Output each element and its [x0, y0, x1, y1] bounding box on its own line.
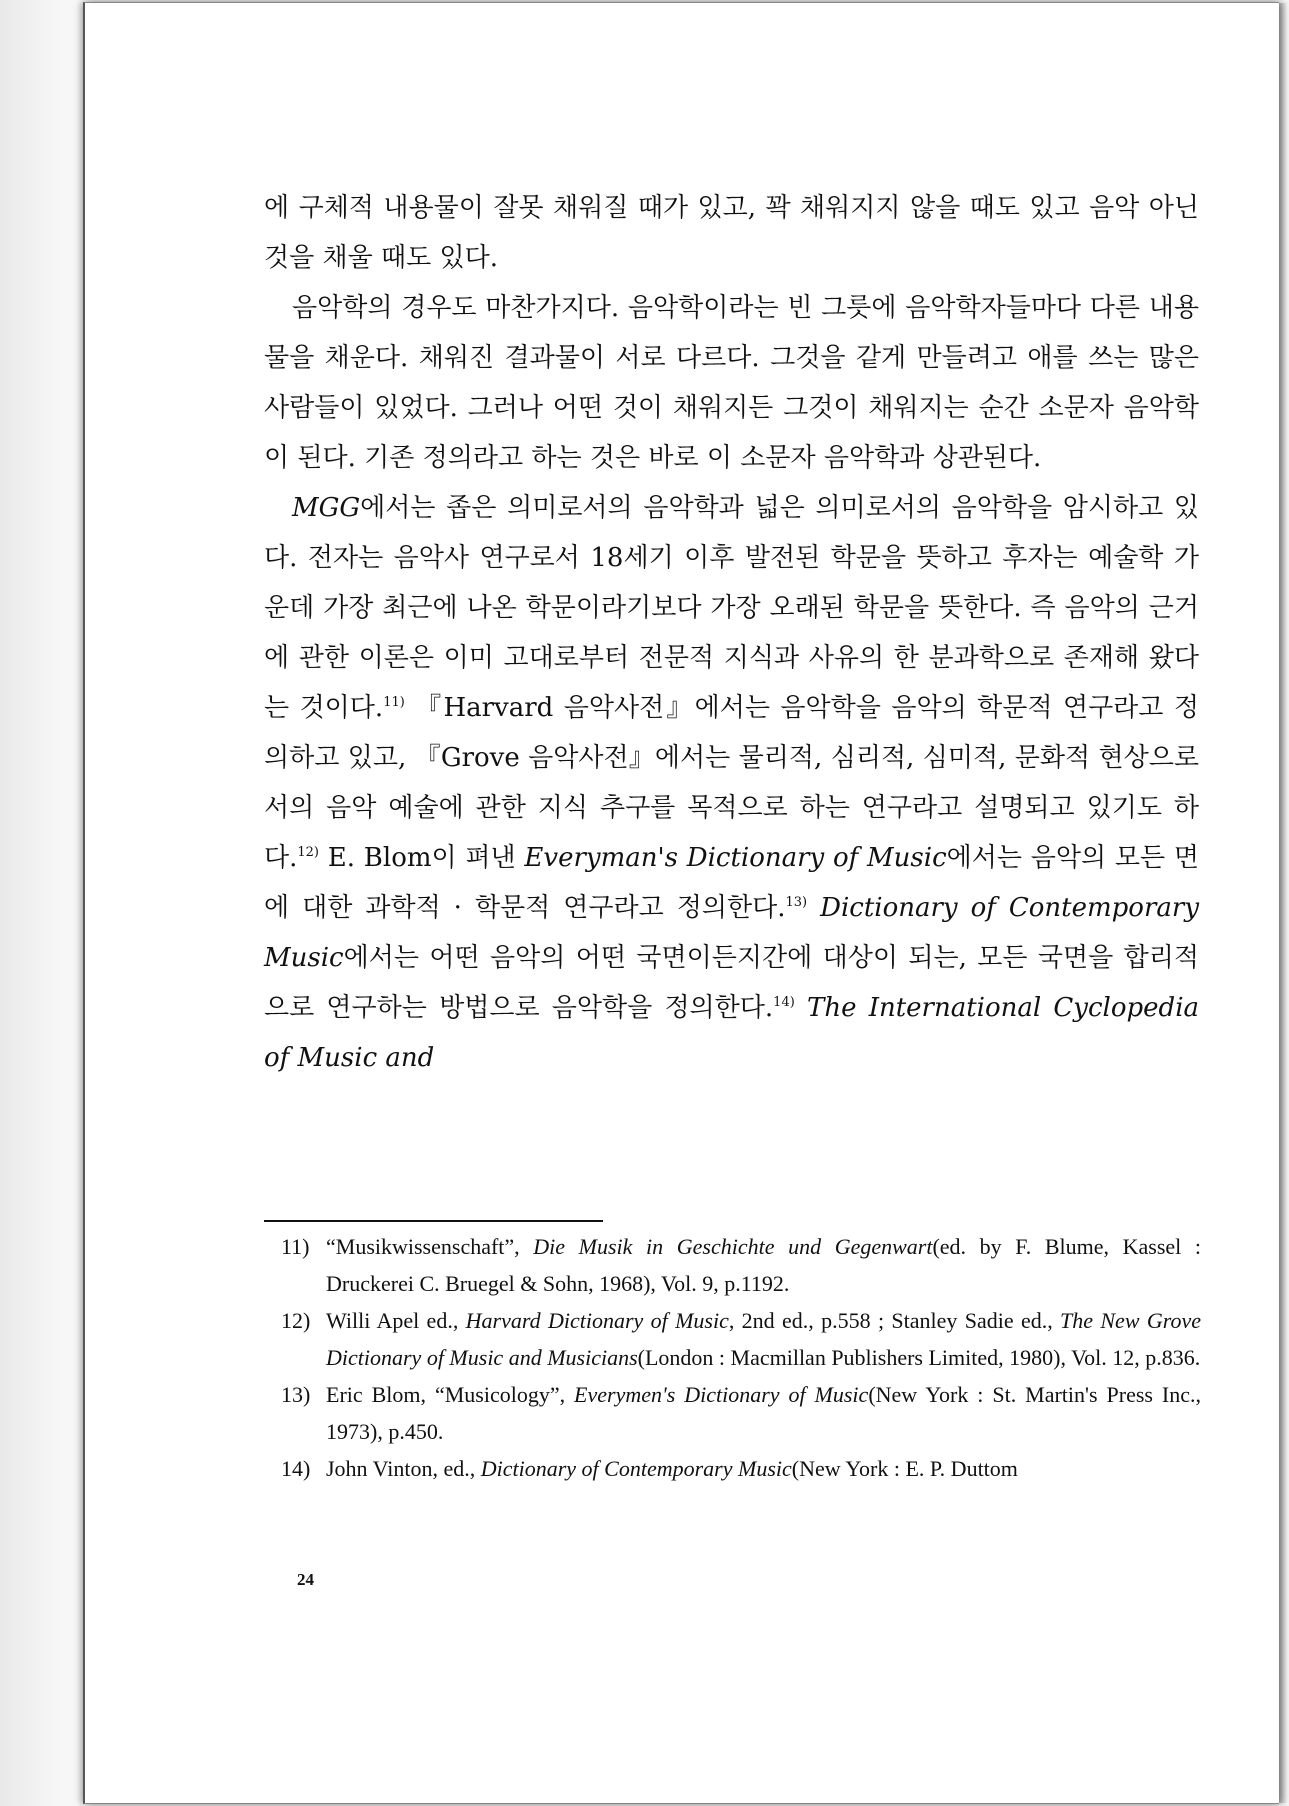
text-run: 에 구체적 내용물이 잘못 채워질 때가 있고, 꽉 채워지지 않을 때도 있고 음악 아닌 것을 채울 때도 있다. [264, 193, 1199, 273]
footnote-number: 12) [281, 1308, 311, 1333]
footnote [281, 1228, 1201, 1302]
footnote-number: 13) [281, 1382, 311, 1407]
body-text [264, 183, 1199, 1083]
text-run: John Vinton, ed., [326, 1456, 481, 1481]
footnote-reference: 12) [297, 845, 320, 860]
italic-title: Dictionary of Contemporary Music [264, 893, 1200, 973]
text-run: 에서는 어떤 음악의 어떤 국면이든지간에 대상이 되는, 모든 국면을 합리적으로 연구하는 방법으로 음악학을 정의한다. [264, 943, 1199, 1023]
text-run: (London : Macmillan Publishers Limited, 1980), Vol. 12, p.836. [637, 1345, 1201, 1370]
text-run: (ed. by F. Blume, Kassel : Druckerei C. Bruegel & Sohn, 1968), Vol. 9, p.1192. [326, 1234, 1201, 1296]
footnote-reference: 13) [785, 895, 808, 910]
footnote-number: 11) [281, 1234, 310, 1259]
footnote-number: 14) [281, 1456, 311, 1481]
text-run: Willi Apel ed., [326, 1308, 466, 1333]
footnote-reference: 11) [383, 695, 405, 710]
italic-title: The International Cyclopedia of Music and [264, 993, 1200, 1073]
text-run [795, 993, 807, 1023]
italic-title: The New Grove Dictionary of Music and Musicians [326, 1308, 1201, 1370]
text-run: (New York : E. P. Duttom [791, 1456, 1018, 1481]
text-run: “Musikwissenschaft”, [326, 1234, 534, 1259]
book-page [83, 2, 1279, 1804]
text-run: 에서는 좁은 의미로서의 음악학과 넓은 의미로서의 음악학을 암시하고 있다. 전자는 음악사 연구로서 18세기 이후 발전된 학문을 뜻하고 후자는 예술학 가운데 가장 최근에 나온 학문이라기보다 가장 오래된 학문을 뜻한다. 즉 음악의 근거에 관한 이론은 이미 고대로부터 전문적 지식과 사유의 한 분과학으로 존재해 왔다는 것이다. [264, 493, 1199, 723]
footnote [281, 1302, 1201, 1376]
text-run [807, 893, 820, 923]
text-run: E. Blom이 펴낸 [319, 843, 525, 873]
footnotes [281, 1228, 1201, 1487]
body-paragraph [264, 483, 1199, 1083]
text-run: 음악학의 경우도 마찬가지다. 음악학이라는 빈 그릇에 음악학자들마다 다른 내용물을 채운다. 채워진 결과물이 서로 다르다. 그것을 같게 만들려고 애를 쓰는 많은 사람들이 있었다. 그러나 어떤 것이 채워지든 그것이 채워지는 순간 소문자 음악학이 된다. 기존 정의라고 하는 것은 바로 이 소문자 음악학과 상관된다. [264, 293, 1199, 473]
footnote [281, 1376, 1201, 1450]
body-paragraph [264, 183, 1199, 283]
footnote-separator [264, 1220, 603, 1222]
italic-title: Die Musik in Geschichte und Gegenwart [533, 1234, 933, 1259]
text-run: Eric Blom, “Musicology”, [326, 1382, 575, 1407]
italic-title: Dictionary of Contemporary Music [480, 1456, 792, 1481]
italic-title: MGG [292, 493, 361, 523]
text-run: , 2nd ed., p.558 ; Stanley Sadie ed., [728, 1308, 1061, 1333]
text-run: (New York : St. Martin's Press Inc., 1973), p.450. [326, 1382, 1201, 1444]
italic-title: Everyman's Dictionary of Music [524, 843, 947, 873]
page-number: 24 [297, 1570, 314, 1589]
footnote-reference: 14) [773, 995, 795, 1010]
body-paragraph [264, 283, 1199, 483]
text-run: 에서는 음악의 모든 면에 대한 과학적 · 학문적 연구라고 정의한다. [264, 843, 1199, 923]
italic-title: Everymen's Dictionary of Music [574, 1382, 869, 1407]
text-run: 『Harvard 음악사전』에서는 음악학을 음악의 학문적 연구라고 정의하고 있고, 『Grove 음악사전』에서는 물리적, 심리적, 심미적, 문화적 현상으로서의 음악 예술에 관한 지식 추구를 목적으로 하는 연구라고 설명되고 있기도 하다. [264, 693, 1199, 873]
footnote [281, 1450, 1201, 1487]
italic-title: Harvard Dictionary of Music [465, 1308, 729, 1333]
